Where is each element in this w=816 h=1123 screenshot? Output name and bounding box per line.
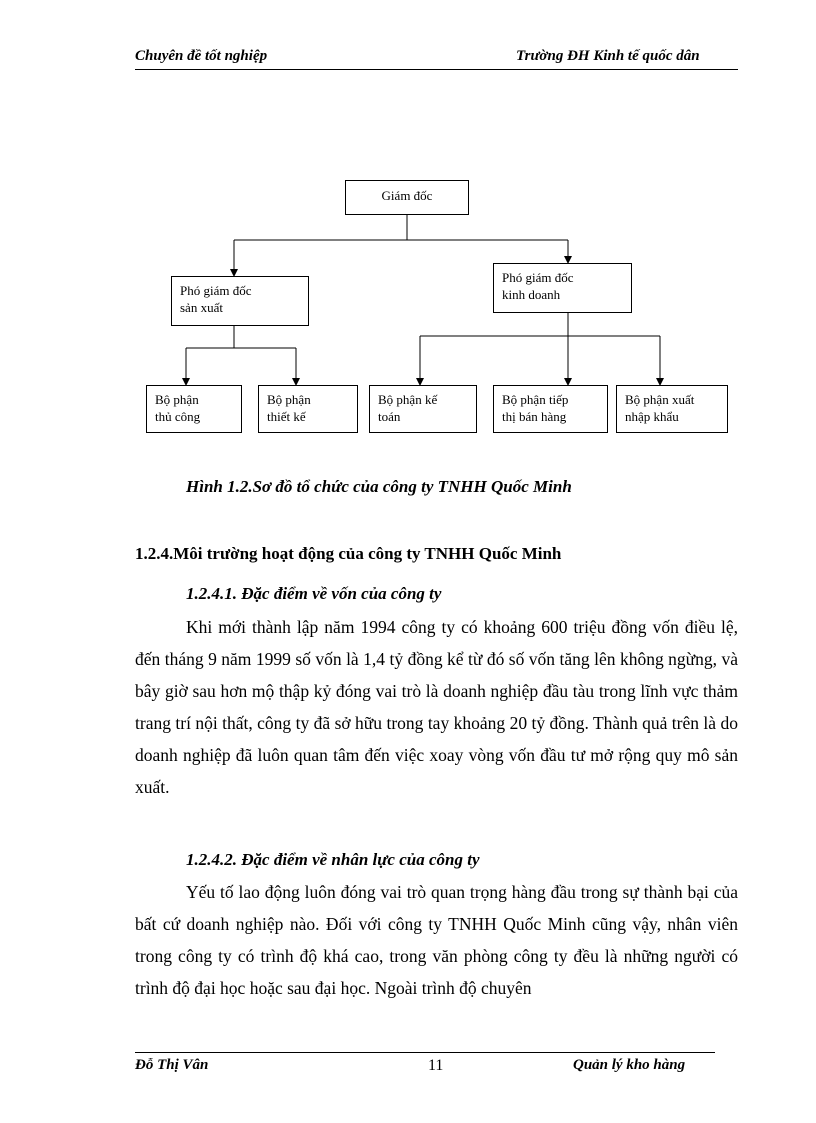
box-dept-accounting xyxy=(369,385,477,433)
header-left: Chuyên đề tốt nghiệp xyxy=(135,48,268,64)
footer-divider xyxy=(135,1052,715,1053)
box-deputy-production-line2: sản xuất xyxy=(180,300,223,315)
box-dept-import-export-line1: Bộ phận xuất xyxy=(625,392,695,407)
subsection-1-body: Khi mới thành lập năm 1994 công ty có khoảng 600 triệu đồng vốn điều lệ, đến tháng 9 năm 1999 số vốn là 1,4 tỷ đồng kể từ đó số vốn tăng lên không ngừng, và bây giờ sau hơn mộ thập kỷ đóng vai trò là doanh nghiệp đầu tàu trong lĩnh vực thảm trang trí nội thất, công ty đã sở hữu trong tay khoảng 20 tỷ đồng. Thành quả trên là do doanh nghiệp đã luôn quan tâm đến việc xoay vòng vốn đầu tư mở rộng quy mô sản xuất. xyxy=(135,617,738,797)
footer-author: Đỗ Thị Vân xyxy=(135,1057,209,1073)
subsection-1-title: 1.2.4.1. Đặc điểm về vốn của công ty xyxy=(186,584,442,603)
header-right: Trường ĐH Kinh tế quốc dân xyxy=(516,48,700,64)
box-dept-accounting-line2: toán xyxy=(378,409,401,424)
page-number: 11 xyxy=(428,1057,444,1074)
footer-topic: Quản lý kho hàng xyxy=(573,1057,686,1073)
box-dept-design xyxy=(258,385,358,433)
box-dept-handicraft-line2: thủ công xyxy=(155,409,201,424)
box-director-label: Giám đốc xyxy=(381,188,433,203)
subsection-2-body: Yếu tố lao động luôn đóng vai trò quan trọng hàng đầu trong sự thành bại của bất cứ doanh nghiệp nào. Đối với công ty TNHH Quốc Minh cũng vậy, nhân viên trong công ty có trình độ khá cao, trong văn phòng công ty đều là những người có trình độ đại học hoặc sau đại học. Ngoài trình độ chuyên xyxy=(135,882,738,998)
box-deputy-production-line1: Phó giám đốc xyxy=(180,283,252,298)
box-deputy-production xyxy=(171,276,309,326)
box-dept-import-export xyxy=(616,385,728,433)
box-deputy-business-line2: kinh doanh xyxy=(502,287,561,302)
section-title: 1.2.4.Môi trường hoạt động của công ty TNHH Quốc Minh xyxy=(135,544,562,563)
box-dept-marketing-line2: thị bán hàng xyxy=(502,409,567,424)
box-deputy-business-line1: Phó giám đốc xyxy=(502,270,574,285)
box-dept-design-line2: thiết kế xyxy=(267,409,306,424)
box-dept-accounting-line1: Bộ phận kế xyxy=(378,392,438,407)
box-dept-marketing-line1: Bộ phận tiếp xyxy=(502,392,569,407)
box-dept-import-export-line2: nhập khẩu xyxy=(625,409,679,424)
box-dept-design-line1: Bộ phận xyxy=(267,392,311,407)
box-dept-handicraft-line1: Bộ phận xyxy=(155,392,199,407)
box-dept-handicraft xyxy=(146,385,242,433)
box-deputy-business xyxy=(493,263,632,313)
figure-caption: Hình 1.2.Sơ đồ tổ chức của công ty TNHH Quốc Minh xyxy=(186,477,572,496)
box-director xyxy=(345,180,469,215)
subsection-2-title: 1.2.4.2. Đặc điểm về nhân lực của công ty xyxy=(186,850,480,869)
box-dept-marketing xyxy=(493,385,608,433)
